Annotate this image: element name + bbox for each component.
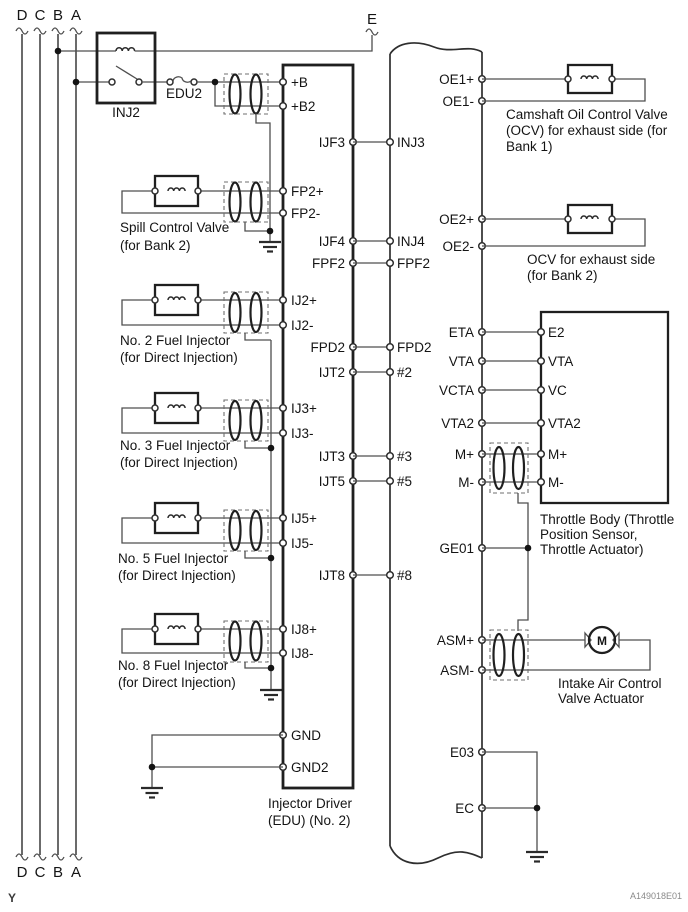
ocv2-label-2: (for Bank 2): [527, 268, 598, 283]
ground-icon: [260, 690, 282, 700]
injector5-box: [155, 503, 198, 533]
injector8-box: [155, 614, 198, 644]
tb-pin-mm: M-: [548, 475, 564, 490]
bus-label-b-top: B: [52, 7, 64, 24]
throttle-body-label-1: Throttle Body (Throttle: [540, 512, 675, 527]
ecm-pin-oe2p: OE2+: [439, 212, 474, 227]
tb-pin-vc: VC: [548, 383, 567, 398]
relay-box: [97, 33, 155, 103]
edu-title-2: (EDU) (No. 2): [268, 813, 351, 828]
shield-pair-ij2: [224, 292, 271, 340]
ecm-pin-oe1m: OE1-: [442, 94, 474, 109]
coil-icon: [168, 297, 185, 300]
edu-pin-ijf4: IJF4: [318, 234, 345, 249]
injector8-label-2: (for Direct Injection): [118, 675, 236, 690]
ecm-pin-no8: #8: [397, 568, 413, 583]
ecm-pin-vta2: VTA2: [441, 416, 474, 431]
injector8-label-1: No. 8 Fuel Injector: [118, 658, 229, 673]
ecm-pin-mm: M-: [458, 475, 474, 490]
injector8-assembly: [118, 614, 283, 690]
shield-pair-asm: [490, 630, 528, 680]
injector5-assembly: [118, 503, 283, 583]
injector2-label-1: No. 2 Fuel Injector: [120, 333, 231, 348]
spill-valve-label-1: Spill Control Valve: [120, 220, 230, 235]
ground-icon: [141, 788, 163, 798]
ocv1-label-1: Camshaft Oil Control Valve: [506, 107, 668, 122]
ecm-pin-asmm: ASM-: [440, 663, 474, 678]
edu-pin-gnd2: GND2: [291, 760, 329, 775]
injector2-assembly: [120, 285, 283, 365]
bus-label-d-top: D: [16, 7, 28, 24]
ecm-bottom-wave: [390, 846, 482, 863]
coil-icon: [168, 188, 185, 191]
coil-icon: [168, 515, 185, 518]
ocv1-label-2: (OCV) for exhaust side (for: [506, 123, 668, 138]
injector2-label-2: (for Direct Injection): [120, 350, 238, 365]
edu-pin-ijt2: IJT2: [318, 365, 345, 380]
shield-pair-fp2: [224, 182, 270, 231]
injector5-label-1: No. 5 Fuel Injector: [118, 551, 229, 566]
intake-label-1: Intake Air Control: [558, 676, 662, 691]
coil-icon: [581, 76, 598, 79]
tb-pin-e2: E2: [548, 325, 565, 340]
edu-pin-gnd: GND: [291, 728, 321, 743]
shield-drain-chain: [260, 340, 282, 700]
ecm-pin-fpd2: FPD2: [397, 340, 432, 355]
gnd-wiring: [141, 735, 283, 798]
figure-code: A149018E01: [629, 891, 682, 901]
bus-label-c-top: C: [34, 7, 46, 24]
injector5-label-2: (for Direct Injection): [118, 568, 236, 583]
edu-pin-ijt5: IJT5: [318, 474, 345, 489]
edu-ecm-wires: [353, 142, 390, 575]
edu-pin-ij2p: IJ2+: [291, 293, 317, 308]
ecm-pin-oe2m: OE2-: [442, 239, 474, 254]
ecm-pin-eta: ETA: [448, 325, 474, 340]
tb-pin-mp: M+: [548, 447, 568, 462]
throttle-body-assembly: [482, 312, 674, 631]
spill-valve-assembly: [120, 176, 283, 253]
ground-icon: [526, 852, 548, 862]
ecm-top-wave: [390, 43, 482, 54]
ocv1-label-3: Bank 1): [506, 139, 553, 154]
shield-pair-ij5: [224, 510, 271, 558]
coil-icon: [168, 626, 185, 629]
edu-pin-ij5p: IJ5+: [291, 511, 317, 526]
edu-pin-fpf2: FPF2: [311, 256, 345, 271]
ecm-pin-vcta: VCTA: [438, 383, 474, 398]
edu-pin-ij8m: IJ8-: [291, 646, 314, 661]
fuse-label: EDU2: [165, 86, 203, 101]
page-corner-label: Y: [8, 891, 17, 905]
edu-pin-fp2p: FP2+: [291, 184, 324, 199]
ecm-pin-mp: M+: [454, 447, 474, 462]
throttle-body-label-3: Throttle Actuator): [540, 542, 644, 557]
shield-pair-b: [224, 74, 270, 231]
edu-pin-ijt8: IJT8: [318, 568, 345, 583]
coil-icon: [581, 216, 598, 219]
bus-label-a-bottom: A: [70, 864, 82, 881]
edu-pin-b: +B: [291, 75, 308, 90]
ecm-pin-inj4: INJ4: [397, 234, 425, 249]
relay-label: INJ2: [112, 105, 140, 120]
bus-label-e: E: [366, 11, 378, 28]
fuse-icon: [167, 77, 197, 85]
edu-pin-ijt3: IJT3: [318, 449, 345, 464]
ecm-pin-ge01: GE01: [439, 541, 474, 556]
edu-pin-ij5m: IJ5-: [291, 536, 314, 551]
ecm-pin-asmp: ASM+: [436, 633, 474, 648]
injector3-label-1: No. 3 Fuel Injector: [120, 438, 231, 453]
bus-label-d-bottom: D: [16, 864, 28, 881]
relay-switch-blade: [116, 66, 137, 79]
motor-icon: [585, 627, 619, 653]
ocv2-label-1: OCV for exhaust side: [527, 252, 656, 267]
edu-pin-ij3m: IJ3-: [291, 426, 314, 441]
shield-pair-ij3: [224, 400, 271, 448]
bus-label-b-bottom: B: [52, 864, 64, 881]
ecm-pin-oe1p: OE1+: [439, 72, 474, 87]
power-circuit: [58, 33, 372, 231]
ocv1-assembly: [482, 65, 668, 154]
ecm-pin-fpf2: FPF2: [397, 256, 431, 271]
shield-pair-motor: [490, 443, 528, 631]
coil-icon: [168, 405, 185, 408]
ecm-pin-no2: #2: [397, 365, 413, 380]
edu-pin-fp2m: FP2-: [291, 206, 321, 221]
injector3-box: [155, 393, 198, 423]
ecm-pin-vta: VTA: [448, 354, 474, 369]
ecm-pin-inj3: INJ3: [397, 135, 425, 150]
ecm-pin-no5: #5: [397, 474, 413, 489]
edu-pin-ij8p: IJ8+: [291, 622, 317, 637]
injector3-assembly: [120, 393, 283, 470]
ecm-pin-e03: E03: [449, 745, 474, 760]
ecm-box: [387, 43, 486, 863]
injector2-box: [155, 285, 198, 315]
tb-pin-vta: VTA: [548, 354, 574, 369]
relay-coil-icon: [116, 48, 135, 51]
spill-valve-label-2: (for Bank 2): [120, 238, 191, 253]
spill-valve-box: [155, 176, 198, 206]
bus-label-c-bottom: C: [34, 864, 46, 881]
ocv2-box: [568, 205, 612, 233]
edu-pin-b2: +B2: [291, 99, 316, 114]
injector3-label-2: (for Direct Injection): [120, 455, 238, 470]
intake-label-2: Valve Actuator: [558, 691, 645, 706]
bus-label-a-top: A: [70, 7, 82, 24]
edu-box: [268, 65, 356, 828]
edu-pin-ijf3: IJF3: [318, 135, 345, 150]
edu-pin-ij3p: IJ3+: [291, 401, 317, 416]
throttle-body-label-2: Position Sensor,: [540, 527, 638, 542]
ecm-pin-no3: #3: [397, 449, 413, 464]
tb-pin-vta2: VTA2: [548, 416, 581, 431]
intake-actuator-assembly: [482, 627, 662, 706]
footer: [8, 891, 682, 905]
edu-title-1: Injector Driver: [268, 796, 353, 811]
shield-pair-ij8: [224, 621, 271, 668]
ocv2-assembly: [482, 205, 655, 283]
edu-pin-fpd2: FPD2: [310, 340, 345, 355]
edu-pin-ij2m: IJ2-: [291, 318, 314, 333]
ecm-pin-ec: EC: [455, 801, 474, 816]
motor-label: M: [597, 634, 607, 648]
ocv1-box: [568, 65, 612, 93]
